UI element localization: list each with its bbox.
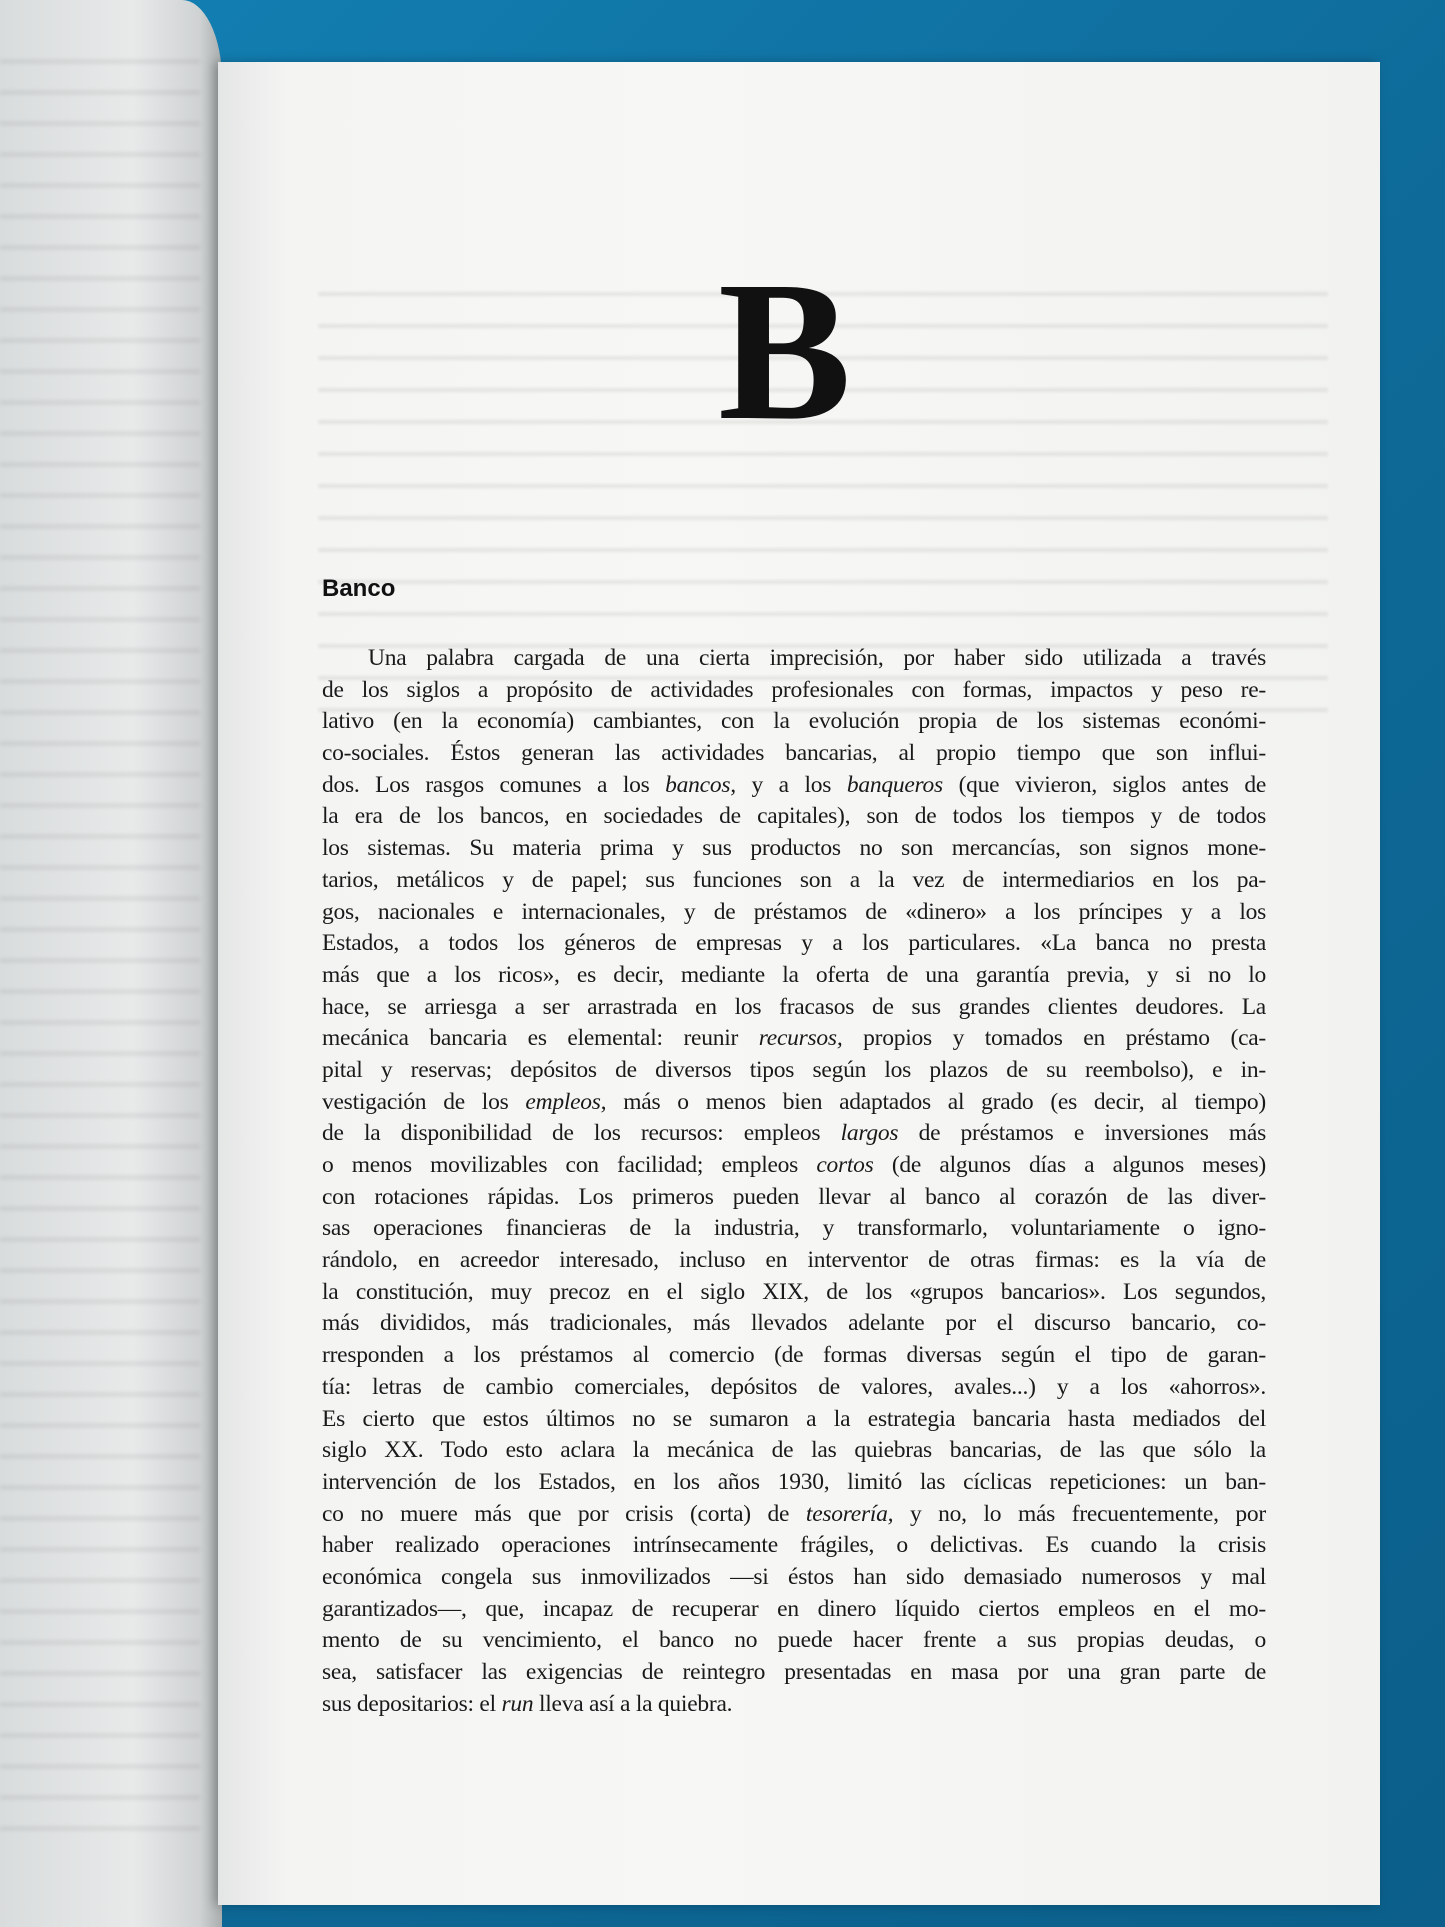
text-line — [322, 1467, 1266, 1499]
italic-term: bancos, — [665, 771, 736, 798]
text-segment: dos. Los rasgos comunes a los — [322, 771, 666, 798]
text-line — [322, 1530, 1266, 1562]
text-segment: y no, lo más frecuentemente, por — [893, 1500, 1266, 1527]
text-line — [322, 1023, 1266, 1055]
italic-term: empleos, — [525, 1088, 607, 1115]
text-line — [322, 770, 1266, 802]
text-line — [322, 865, 1266, 897]
text-line — [322, 801, 1266, 833]
text-segment: intervención de los Estados, en los años 1930, limitó las cíclicas repeticiones: un ban- — [322, 1468, 1266, 1495]
text-line — [322, 1499, 1266, 1531]
text-segment: de los siglos a propósito de actividades profesionales con formas, impactos y peso re- — [322, 676, 1266, 703]
text-segment: rresponden a los préstamos al comercio (de formas diversas según el tipo de garan- — [322, 1342, 1266, 1369]
italic-term: cortos — [816, 1152, 874, 1178]
text-segment: haber realizado operaciones intrínsecamente frágiles, o delictivas. Es cuando la crisis — [322, 1532, 1266, 1559]
text-line — [322, 1594, 1266, 1626]
text-segment: tarios, metálicos y de papel; sus funciones son a la vez de intermediarios en los pa- — [322, 866, 1266, 893]
italic-term: largos — [840, 1120, 899, 1147]
italic-term: recursos, — [758, 1025, 843, 1052]
text-segment: co no muere más que por crisis (corta) de — [322, 1500, 806, 1527]
italic-term: run — [501, 1690, 534, 1717]
text-line — [322, 1118, 1266, 1150]
text-segment: (que vivieron, siglos antes de — [942, 771, 1266, 798]
entry-title: Banco — [322, 575, 396, 602]
text-segment: pital y reservas; depósitos de diversos tipos según los plazos de su reembolso), e in- — [322, 1056, 1266, 1083]
text-line — [322, 1625, 1266, 1657]
text-segment: sea, satisfacer las exigencias de reintegro presentadas en masa por una gran parte de — [322, 1659, 1266, 1685]
text-segment: los sistemas. Su materia prima y sus productos no son mercancías, son signos mone- — [322, 835, 1266, 862]
text-segment: tía: letras de cambio comerciales, depósitos de valores, avales...) y a los «ahorros». — [322, 1373, 1266, 1400]
text-segment: Es cierto que estos últimos no se sumaron a la estrategia bancaria hasta mediados del — [322, 1405, 1266, 1432]
left-page-text-blur — [0, 60, 200, 1840]
text-line — [322, 1657, 1266, 1689]
left-page — [0, 0, 222, 1927]
text-line — [322, 992, 1266, 1024]
text-line — [322, 1689, 1266, 1721]
text-line — [322, 1277, 1266, 1309]
text-line — [322, 897, 1266, 929]
text-line — [322, 1308, 1266, 1340]
text-segment: más o menos bien adaptados al grado (es decir, al tiempo) — [606, 1088, 1266, 1115]
text-segment: de préstamos e inversiones más — [898, 1120, 1266, 1147]
chapter-letter: B — [718, 241, 852, 462]
text-line — [322, 1087, 1266, 1119]
text-segment: o menos movilizables con facilidad; empleos — [322, 1152, 817, 1178]
text-line — [322, 675, 1266, 707]
text-line — [322, 706, 1266, 738]
text-segment: la constitución, muy precoz en el siglo XIX, de los «grupos bancarios». Los segundos, — [322, 1278, 1266, 1305]
text-line — [322, 960, 1266, 992]
text-segment: económica congela sus inmovilizados —si éstos han sido demasiado numerosos y mal — [322, 1563, 1266, 1590]
text-segment: propios y tomados en préstamo (ca- — [842, 1025, 1267, 1052]
text-line — [322, 928, 1266, 960]
text-segment: sas operaciones financieras de la industria, y transformarlo, voluntariamente o igno- — [322, 1215, 1266, 1242]
text-segment: hace, se arriesga a ser arrastrada en los fracasos de sus grandes clientes deudores. La — [322, 993, 1266, 1020]
text-segment: mento de su vencimiento, el banco no puede hacer frente a sus propias deudas, o — [322, 1627, 1266, 1654]
text-line — [322, 1213, 1266, 1245]
text-line — [322, 1435, 1266, 1467]
text-segment: de la disponibilidad de los recursos: empleos — [322, 1120, 841, 1147]
text-segment: gos, nacionales e internacionales, y de préstamos de «dinero» a los príncipes y a los — [322, 898, 1266, 925]
text-line — [322, 1150, 1266, 1182]
text-line — [322, 1372, 1266, 1404]
text-line — [322, 643, 1266, 675]
text-segment: (de algunos días a algunos meses) — [873, 1152, 1266, 1178]
text-segment: Una palabra cargada de una cierta imprecisión, por haber sido utilizada a través — [368, 645, 1266, 671]
text-segment: la era de los bancos, en sociedades de capitales), son de todos los tiempos y de todos — [322, 803, 1266, 830]
text-line — [322, 738, 1266, 770]
text-segment: Estados, a todos los géneros de empresas y a los particulares. «La banca no presta — [322, 930, 1266, 957]
text-line — [322, 1245, 1266, 1277]
text-segment: siglo XX. Todo esto aclara la mecánica de las quiebras bancarias, de las que sólo la — [322, 1437, 1266, 1464]
text-line — [322, 833, 1266, 865]
entry-body — [322, 643, 1266, 1720]
text-segment: y a los — [735, 771, 847, 798]
text-segment: más que a los ricos», es decir, mediante la oferta de una garantía previa, y si no lo — [322, 961, 1266, 988]
text-line — [322, 1340, 1266, 1372]
text-line — [322, 1404, 1266, 1436]
text-segment: más divididos, más tradicionales, más llevados adelante por el discurso bancario, co- — [322, 1310, 1266, 1337]
text-segment: rándolo, en acreedor interesado, incluso en interventor de otras firmas: es la vía de — [322, 1247, 1266, 1274]
text-segment: mecánica bancaria es elemental: reunir — [322, 1025, 759, 1052]
text-segment: lleva así a la quiebra. — [533, 1690, 733, 1717]
text-segment: sus depositarios: el — [322, 1690, 502, 1717]
text-segment: con rotaciones rápidas. Los primeros pueden llevar al banco al corazón de las diver- — [322, 1183, 1266, 1210]
italic-term: banqueros — [846, 771, 943, 798]
text-line — [322, 1055, 1266, 1087]
text-segment: garantizados—, que, incapaz de recuperar en dinero líquido ciertos empleos en el mo- — [322, 1595, 1266, 1622]
italic-term: tesorería, — [805, 1500, 894, 1527]
text-segment: lativo (en la economía) cambiantes, con la evolución propia de los sistemas económi- — [322, 708, 1266, 735]
text-line — [322, 1182, 1266, 1214]
text-segment: vestigación de los — [322, 1088, 526, 1115]
text-line — [322, 1562, 1266, 1594]
text-segment: co-sociales. Éstos generan las actividades bancarias, al propio tiempo que son influi- — [322, 740, 1266, 767]
